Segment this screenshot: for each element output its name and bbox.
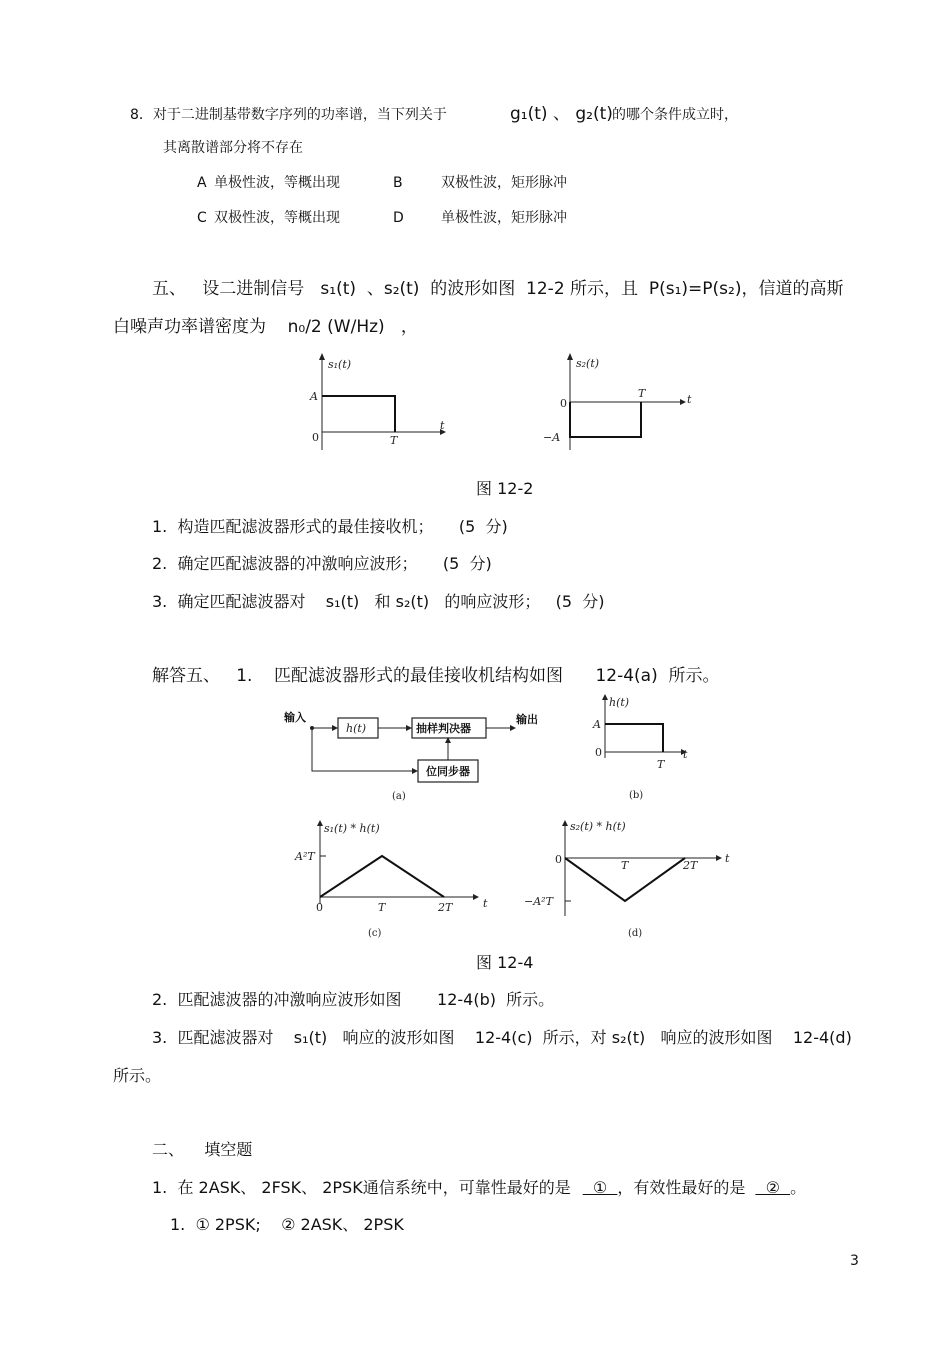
q5-statement-line1: 五、 设二进制信号 s₁(t) 、s₂(t) 的波形如图 12-2 所示，且 P(s₁)=P(s₂)，信道的高斯 bbox=[152, 279, 844, 299]
d-2T-label: 2T bbox=[683, 859, 698, 872]
h-axis-label: h(t) bbox=[609, 696, 630, 709]
q1-blank-2: ② bbox=[755, 1178, 791, 1197]
figure-12-4b-label: (b) bbox=[629, 790, 644, 801]
s2-time-label: t bbox=[687, 393, 692, 406]
figure-12-2-caption: 图 12-2 bbox=[476, 479, 534, 498]
s1-origin-label: 0 bbox=[312, 431, 319, 444]
q1-text-c: 。 bbox=[790, 1178, 807, 1197]
s1-period-label: T bbox=[390, 434, 398, 447]
q5-item-3: 3. 确定匹配滤波器对 s₁(t) 和 s₂(t) 的响应波形； (5 分) bbox=[152, 592, 605, 611]
h-time-label: t bbox=[683, 748, 688, 761]
h-origin-label: 0 bbox=[595, 746, 602, 759]
q5-item-1: 1. 构造匹配滤波器形式的最佳接收机； (5 分) bbox=[152, 517, 508, 536]
s1-axis-label: s₁(t) bbox=[328, 358, 352, 371]
figure-12-4b-impulse-response bbox=[585, 692, 705, 804]
q8-option-a-text: 单极性波，等概出现 bbox=[214, 175, 340, 191]
q1-text-b: ，有效性最好的是 bbox=[617, 1178, 746, 1197]
figure-12-4-caption: 图 12-4 bbox=[476, 953, 534, 972]
figure-12-4c-s1-response bbox=[290, 818, 510, 943]
q8-option-c-key: C bbox=[197, 210, 207, 226]
s2-neg-amplitude-label: −A bbox=[543, 431, 561, 444]
s2-period-label: T bbox=[638, 387, 646, 400]
figure-12-4a-block-diagram bbox=[280, 700, 550, 810]
c-peak-label: A²T bbox=[295, 850, 315, 863]
d-origin-label: 0 bbox=[555, 853, 562, 866]
fill-blank-answer-1: 1. ① 2PSK; ② 2ASK、 2PSK bbox=[170, 1215, 404, 1234]
input-label: 输入 bbox=[284, 711, 306, 724]
q8-option-d-text: 单极性波，矩形脉冲 bbox=[441, 210, 567, 226]
q5-statement-line2: 白噪声功率谱密度为 n₀/2 (W/Hz) ， bbox=[113, 317, 418, 337]
d-time-label: t bbox=[725, 852, 730, 865]
q8-option-b-text: 双极性波，矩形脉冲 bbox=[441, 175, 567, 191]
q8-stem-end: 的哪个条件成立时， bbox=[612, 107, 738, 123]
figure-12-2-s2 bbox=[540, 350, 705, 455]
c-2T-label: 2T bbox=[438, 901, 453, 914]
answer-line-3: 3. 匹配滤波器对 s₁(t) 响应的波形如图 12-4(c) 所示，对 s₂(t) 响应的波形如图 12-4(d) bbox=[152, 1028, 852, 1047]
d-T-label: T bbox=[621, 859, 629, 872]
c-T-label: T bbox=[378, 901, 386, 914]
q1-blank-1: ① bbox=[582, 1178, 618, 1197]
q8-option-d-key: D bbox=[393, 210, 404, 226]
q8-option-c-text: 双极性波，等概出现 bbox=[214, 210, 340, 226]
c-time-label: t bbox=[483, 897, 488, 910]
figure-12-4d-label: (d) bbox=[628, 928, 643, 939]
fill-blank-heading: 二、 填空题 bbox=[152, 1140, 253, 1159]
figure-12-4a-label: (a) bbox=[392, 791, 406, 802]
s2-origin-label: 0 bbox=[560, 397, 567, 410]
c-axis-label: s₁(t) * h(t) bbox=[324, 822, 380, 835]
answer-line-2: 2. 匹配滤波器的冲激响应波形如图 12-4(b) 所示。 bbox=[152, 990, 555, 1009]
figure-12-4d-s2-response bbox=[520, 818, 740, 943]
figure-12-4c-label: (c) bbox=[368, 928, 382, 939]
fill-blank-question-1 bbox=[152, 1180, 806, 1196]
h-period-label: T bbox=[657, 758, 665, 771]
s1-amplitude-label: A bbox=[310, 390, 318, 403]
q8-stem-line2: 其离散谱部分将不存在 bbox=[163, 140, 303, 156]
figure-12-2-s1 bbox=[300, 350, 460, 455]
q8-option-b-key: B bbox=[393, 175, 403, 191]
output-label: 输出 bbox=[516, 713, 538, 726]
d-axis-label: s₂(t) * h(t) bbox=[570, 820, 626, 833]
s2-axis-label: s₂(t) bbox=[576, 357, 600, 370]
c-origin-label: 0 bbox=[316, 901, 323, 914]
answer-title: 解答五、 1. 匹配滤波器形式的最佳接收机结构如图 12-4(a) 所示。 bbox=[152, 666, 720, 686]
h-amplitude-label: A bbox=[593, 718, 601, 731]
q8-stem-math: g₁(t) 、 g₂(t) bbox=[510, 104, 613, 124]
d-trough-label: −A²T bbox=[524, 895, 553, 908]
sync-label: 位同步器 bbox=[426, 765, 470, 778]
q8-option-a-key: A bbox=[197, 175, 207, 191]
decider-label: 抽样判决器 bbox=[416, 722, 471, 735]
q8-stem: 8．对于二进制基带数字序列的功率谱，当下列关于 bbox=[130, 107, 447, 123]
filter-label: h(t) bbox=[346, 722, 367, 735]
answer-line-4: 所示。 bbox=[113, 1066, 162, 1085]
q1-text-a: 1. 在 2ASK、 2FSK、 2PSK通信系统中，可靠性最好的是 bbox=[152, 1178, 571, 1197]
q5-item-2: 2. 确定匹配滤波器的冲激响应波形； (5 分) bbox=[152, 554, 492, 573]
page-number: 3 bbox=[850, 1253, 859, 1269]
s1-time-label: t bbox=[440, 419, 445, 432]
